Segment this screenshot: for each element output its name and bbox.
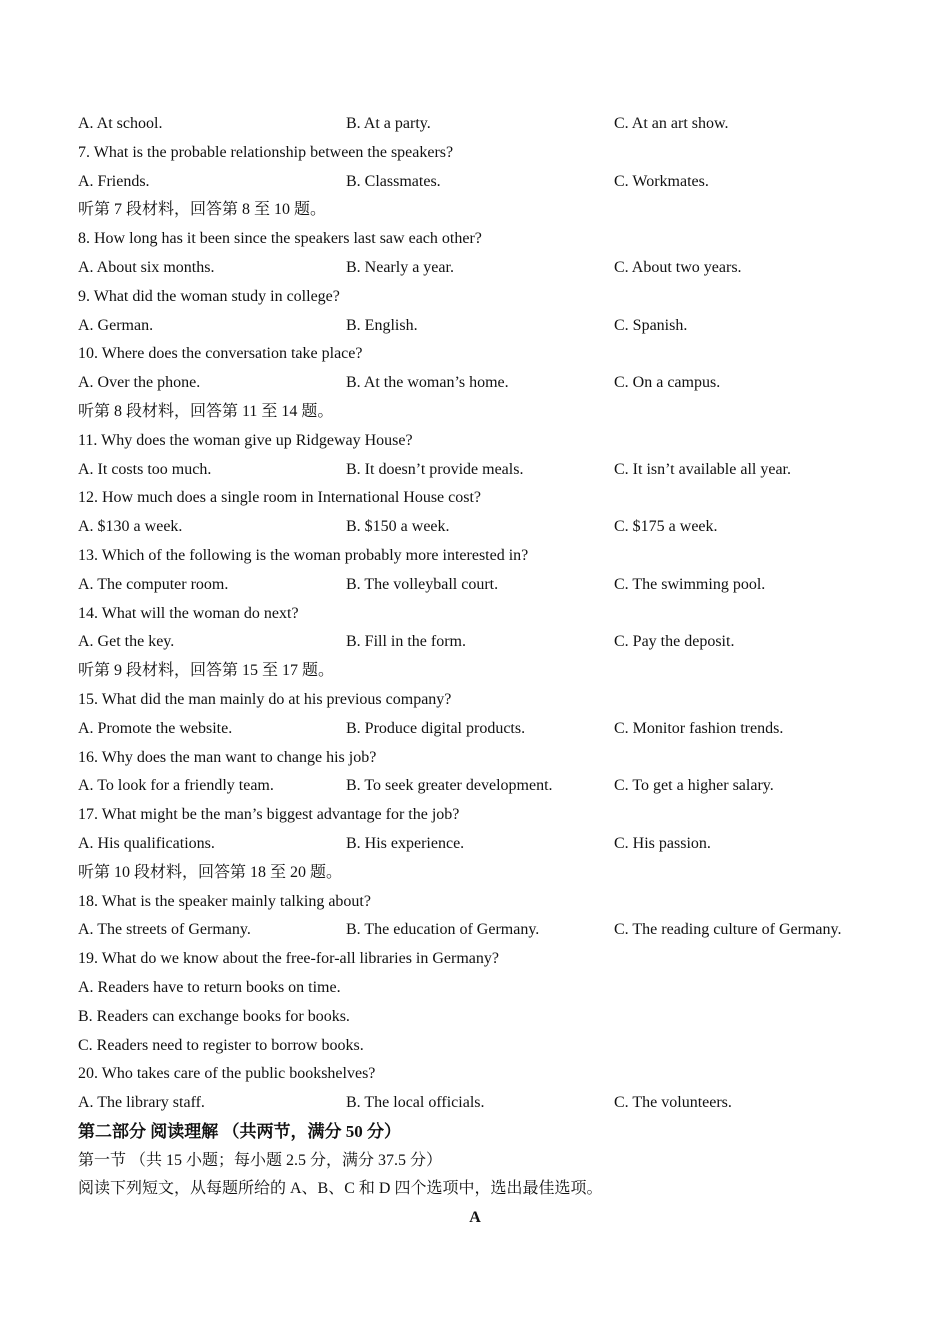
- option-c: C. About two years.: [614, 258, 742, 276]
- text-line: 18. What is the speaker mainly talking about?: [78, 892, 371, 910]
- text-line: 13. Which of the following is the woman probably more interested in?: [78, 546, 529, 564]
- option-b: B. Classmates.: [346, 172, 441, 190]
- text-line: 听第 10 段材料，回答第 18 至 20 题。: [78, 863, 343, 881]
- text-line: 8. How long has it been since the speakers last saw each other?: [78, 230, 482, 248]
- option-a: A. Get the key.: [78, 633, 175, 651]
- answer-options-row: [78, 830, 878, 859]
- text-line: A. Readers have to return books on time.: [78, 978, 341, 996]
- option-b: B. The local officials.: [346, 1094, 485, 1112]
- answer-options-row: [78, 312, 878, 341]
- option-b: B. At the woman’s home.: [346, 374, 509, 392]
- option-a: A. Over the phone.: [78, 374, 201, 392]
- option-c: C. Workmates.: [614, 172, 709, 190]
- text-line: 听第 9 段材料，回答第 15 至 17 题。: [78, 662, 335, 680]
- answer-options-row: [78, 772, 878, 801]
- answer-options-row: [78, 916, 878, 945]
- option-b: B. Produce digital products.: [346, 719, 526, 737]
- option-b: B. It doesn’t provide meals.: [346, 460, 524, 478]
- option-b: B. The volleyball court.: [346, 575, 499, 593]
- option-c: C. The reading culture of Germany.: [614, 921, 842, 939]
- option-a: A. The library staff.: [78, 1094, 205, 1112]
- answer-options-row: [78, 110, 878, 139]
- option-a: A. Friends.: [78, 172, 150, 190]
- text-line: 15. What did the man mainly do at his previous company?: [78, 690, 452, 708]
- option-a: A. The computer room.: [78, 575, 229, 593]
- text-line: 19. What do we know about the free-for-all libraries in Germany?: [78, 950, 500, 968]
- option-a: A. About six months.: [78, 258, 215, 276]
- text-line: 14. What will the woman do next?: [78, 604, 299, 622]
- option-b: B. $150 a week.: [346, 518, 450, 536]
- text-line: 阅读下列短文，从每题所给的 A、B、C 和 D 四个选项中，选出最佳选项。: [78, 1180, 603, 1198]
- option-c: C. The swimming pool.: [614, 575, 766, 593]
- option-c: C. His passion.: [614, 834, 711, 852]
- answer-options-row: [78, 571, 878, 600]
- text-line: B. Readers can exchange books for books.: [78, 1007, 350, 1025]
- text-line: 第一节 （共 15 小题；每小题 2.5 分，满分 37.5 分）: [78, 1151, 443, 1169]
- option-a: A. $130 a week.: [78, 518, 183, 536]
- option-a: A. It costs too much.: [78, 460, 212, 478]
- option-c: C. The volunteers.: [614, 1094, 732, 1112]
- option-a: A. At school.: [78, 115, 163, 132]
- option-b: B. To seek greater development.: [346, 777, 553, 795]
- option-c: C. On a campus.: [614, 374, 721, 392]
- answer-options-row: [78, 369, 878, 398]
- text-line: 听第 8 段材料，回答第 11 至 14 题。: [78, 402, 334, 420]
- option-c: C. Pay the deposit.: [614, 633, 735, 651]
- option-b: B. English.: [346, 316, 418, 334]
- option-a: A. German.: [78, 316, 154, 334]
- answer-options-row: [78, 628, 878, 657]
- option-a: A. Promote the website.: [78, 719, 233, 737]
- option-c: C. Monitor fashion trends.: [614, 719, 784, 737]
- text-line: 11. Why does the woman give up Ridgeway House?: [78, 431, 413, 449]
- answer-options-row: [78, 168, 878, 197]
- answer-options-row: [78, 513, 878, 542]
- option-c: C. $175 a week.: [614, 518, 718, 536]
- text-line: 10. Where does the conversation take place?: [78, 345, 363, 363]
- text-line: 12. How much does a single room in International House cost?: [78, 489, 482, 507]
- option-c: C. At an art show.: [614, 115, 729, 132]
- option-c: C. It isn’t available all year.: [614, 460, 791, 478]
- exam-page: [78, 110, 878, 1233]
- option-b: B. The education of Germany.: [346, 921, 540, 939]
- option-b: B. His experience.: [346, 834, 465, 852]
- text-line: 9. What did the woman study in college?: [78, 287, 340, 305]
- option-b: B. Fill in the form.: [346, 633, 466, 651]
- answer-options-row: [78, 715, 878, 744]
- text-line: 16. Why does the man want to change his job?: [78, 748, 377, 766]
- option-c: C. Spanish.: [614, 316, 688, 334]
- option-a: A. To look for a friendly team.: [78, 777, 274, 795]
- option-a: A. The streets of Germany.: [78, 921, 251, 939]
- text-line: 7. What is the probable relationship between the speakers?: [78, 143, 454, 161]
- text-line: 17. What might be the man’s biggest advantage for the job?: [78, 806, 460, 824]
- option-b: B. At a party.: [346, 115, 431, 132]
- option-c: C. To get a higher salary.: [614, 777, 774, 795]
- answer-options-row: [78, 1089, 878, 1118]
- text-line: 听第 7 段材料，回答第 8 至 10 题。: [78, 201, 327, 219]
- section-heading: 第二部分 阅读理解 （共两节，满分 50 分）: [78, 1121, 401, 1141]
- answer-options-row: [78, 456, 878, 485]
- option-a: A. His qualifications.: [78, 834, 215, 852]
- option-b: B. Nearly a year.: [346, 258, 454, 276]
- text-line: C. Readers need to register to borrow books.: [78, 1036, 364, 1054]
- answer-options-row: [78, 254, 878, 283]
- text-line: 20. Who takes care of the public bookshelves?: [78, 1065, 376, 1083]
- passage-label: A: [469, 1209, 481, 1227]
